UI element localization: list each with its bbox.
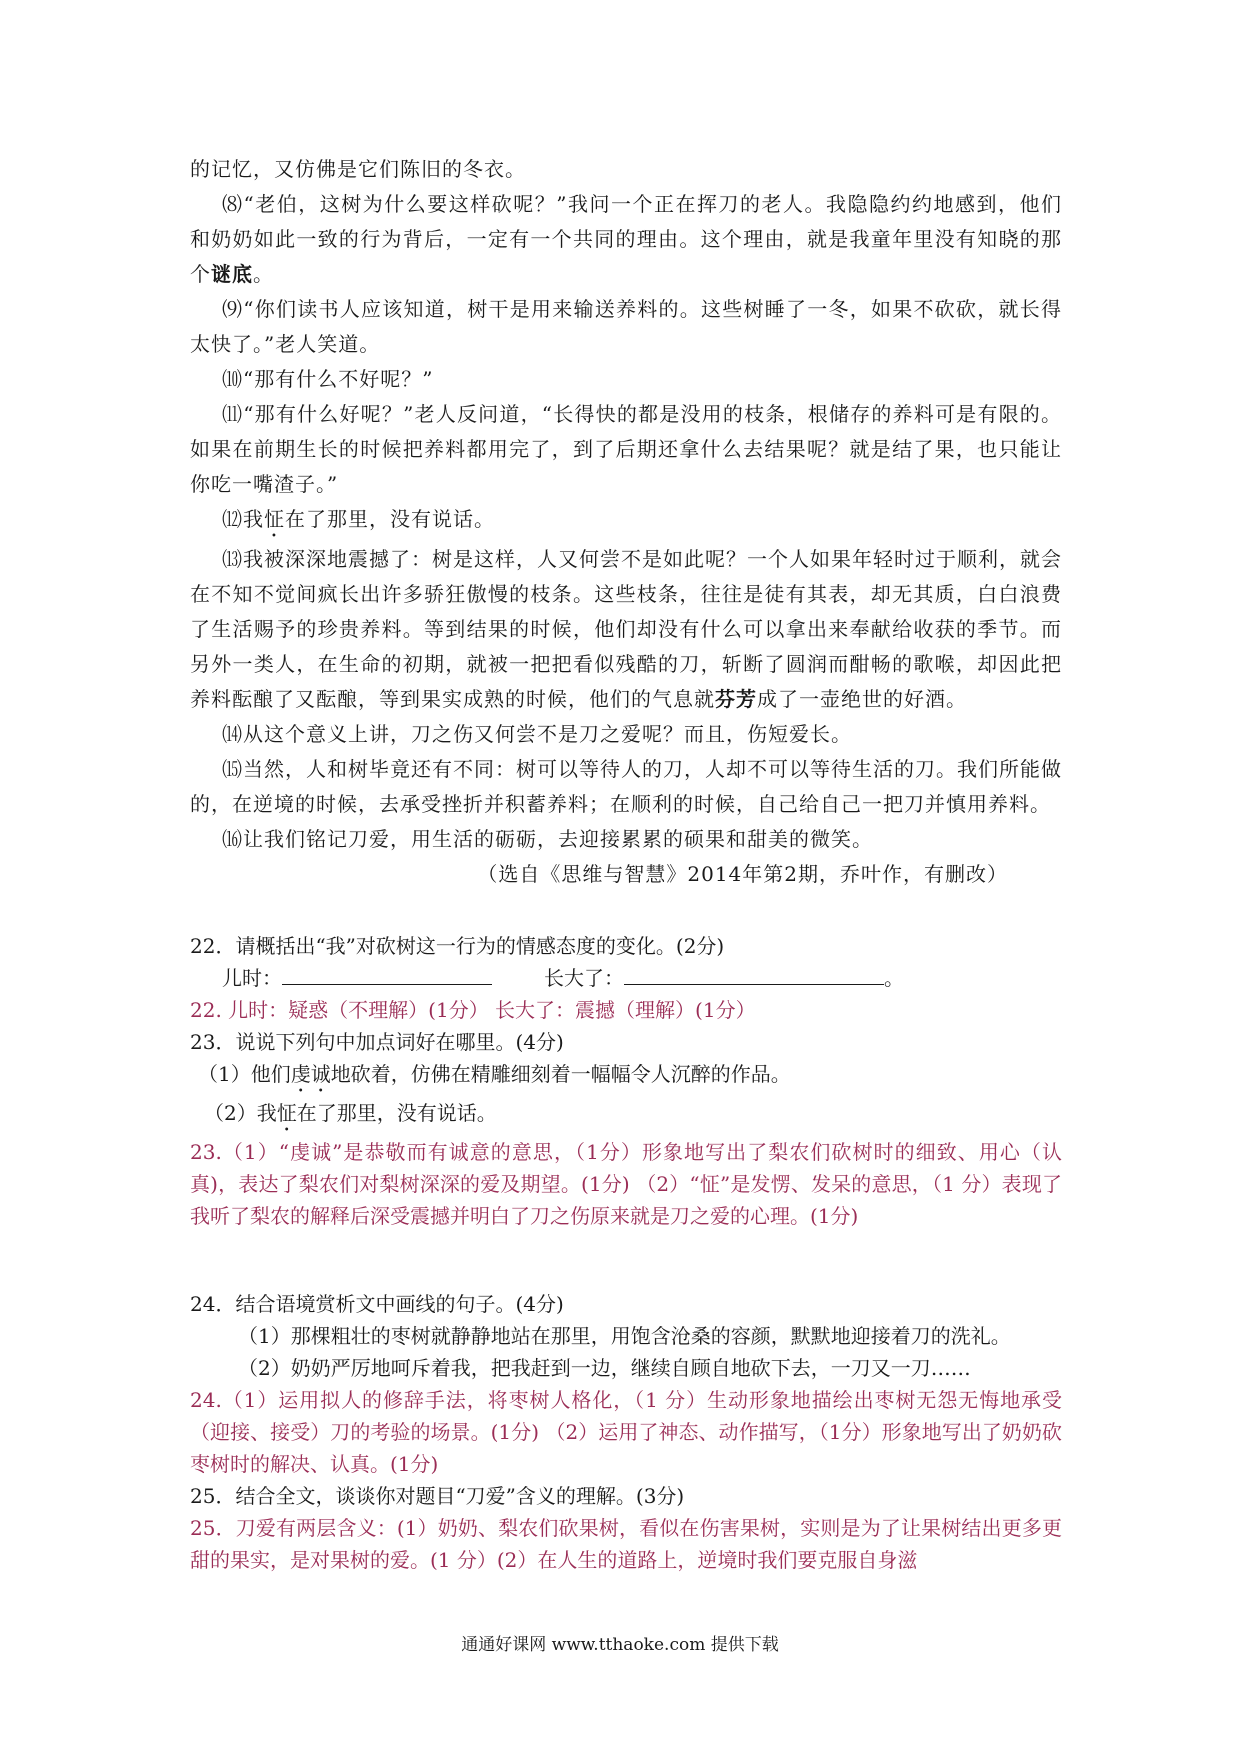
paragraph-15: ⒂当然，人和树毕竟还有不同：树可以等待人的刀，人却不可以等待生活的刀。我们所能做的，在逆境的时候，去承受挫折并积蓄养料；在顺利的时候，自己给自己一把刀并慎用养料。 [190,757,1062,816]
question-22-text: 22．请概括出“我”对砍树这一行为的情感态度的变化。(2分) [190,934,725,958]
paragraph-10: ⑽“那有什么不好呢？” [222,367,434,391]
question-23-item-2: （2）我怔在了那里，没有说话。 [204,1101,497,1125]
paragraph-continued: 的记忆，又仿佛是它们陈旧的冬衣。 [190,157,526,181]
dotted-word-zheng-2: 怔 [276,1101,297,1125]
paragraph-14: ⒁从这个意义上讲，刀之伤又何尝不是刀之爱呢？而且，伤短爱长。 [222,722,852,746]
answer-25: 25．刀爱有两层含义：(1）奶奶、梨农们砍果树，看似在伤害果树，实则是为了让果树结出更多更甜的果实，是对果树的爱。(1 分）(2）在人生的道路上，逆境时我们要克服自身滋 [190,1516,1062,1572]
question-23-item-1: （1）他们虔诚地砍着，仿佛在精雕细刻着一幅幅令人沉醉的作品。 [198,1062,791,1086]
paragraph-13: ⒀我被深深地震撼了：树是这样，人又何尝不是如此呢？一个人如果年轻时过于顺利，就会在不知不觉间疯长出许多骄狂傲慢的枝条。这些枝条，往往是徒有其表，却无其质，白白浪费了生活赐予的珍贵养料。等到结果的时候，他们却没有什么可以拿出来奉献给收获的季节。而另外一类人，在生命的初期，就被一把把看似残酷的刀，斩断了圆润而酣畅的歌喉，却因此把养料酝酿了又酝酿，等到果实成熟的时候，他们的气息就芬芳成了一壶绝世的好酒。 [190,547,1062,711]
answer-23: 23.（1）“虔诚”是恭敬而有诚意的意思，（1分）形象地写出了梨农们砍树时的细致、用心（认真)，表达了梨农们对梨树深深的爱及期望。(1分) （2）“怔”是发愣、发呆的意思，（1 分）表现了我听了梨农的解释后深受震撼并明白了刀之伤原来就是刀之爱的心理。(1分) [190,1140,1062,1228]
bold-word-fenfang: 芬芳 [715,687,757,711]
paragraph-11: ⑾“那有什么好呢？”老人反问道，“长得快的都是没用的枝条，根储存的养料可是有限的。如果在前期生长的时候把养料都用完了，到了后期还拿什么去结果呢？就是结了果，也只能让你吃一嘴渣子。” [190,402,1062,496]
label-childhood: 儿时： [222,966,282,990]
question-24 [190,1288,1062,1480]
source-citation: （选自《思维与智慧》2014年第2期，乔叶作，有删改） [477,862,1008,886]
paragraph-9: ⑼“你们读书人应该知道，树干是用来输送养料的。这些树睡了一冬，如果不砍砍，就长得太快了。”老人笑道。 [190,297,1062,356]
answer-24: 24.（1）运用拟人的修辞手法，将枣树人格化，（1 分）生动形象地描绘出枣树无怨无悔地承受（迎接、接受）刀的考验的场景。(1分) （2）运用了神态、动作描写，（1分）形象地写出了奶奶砍枣树时的解决、认真。(1分) [190,1388,1062,1476]
question-24-item-1: （1）那棵粗壮的枣树就静静地站在那里，用饱含沧桑的容颜，默默地迎接着刀的洗礼。 [238,1324,1011,1348]
bold-word-midi: 谜底 [211,262,253,286]
question-22 [190,930,1062,1026]
question-24-item-2: （2）奶奶严厉地呵斥着我，把我赶到一边，继续自顾自地砍下去，一刀又一刀…… [238,1356,971,1380]
paragraph-12: ⑿我怔在了那里，没有说话。 [222,507,495,531]
question-25-text: 25．结合全文，谈谈你对题目“刀爱”含义的理解。(3分) [190,1484,685,1508]
passage [190,152,1062,892]
answer-22: 22. 儿时：疑惑（不理解）(1分） 长大了：震撼（理解）(1分） [190,998,756,1022]
question-25 [190,1480,1062,1576]
label-adult: 长大了： [544,966,624,990]
question-22-blanks: 儿时： 长大了： 。 [222,966,904,990]
dotted-word-zheng: 怔 [264,507,285,531]
question-23-text: 23．说说下列句中加点词好在哪里。(4分) [190,1030,564,1054]
question-24-text: 24．结合语境赏析文中画线的句子。(4分) [190,1292,564,1316]
paragraph-8: ⑻“老伯，这树为什么要这样砍呢？”我问一个正在挥刀的老人。我隐隐约约地感到，他们和奶奶如此一致的行为背后，一定有一个共同的理由。这个理由，就是我童年里没有知晓的那个谜底。 [190,192,1062,286]
blank-childhood[interactable] [282,964,492,985]
question-23 [190,1026,1062,1232]
blank-adult[interactable] [624,964,884,985]
paragraph-16: ⒃让我们铭记刀爱，用生活的砺砺，去迎接累累的硕果和甜美的微笑。 [222,827,873,851]
dotted-word-qiancheng: 虔诚 [290,1062,331,1086]
page-footer: 通通好课网 www.tthaoke.com 提供下载 [461,1635,779,1655]
